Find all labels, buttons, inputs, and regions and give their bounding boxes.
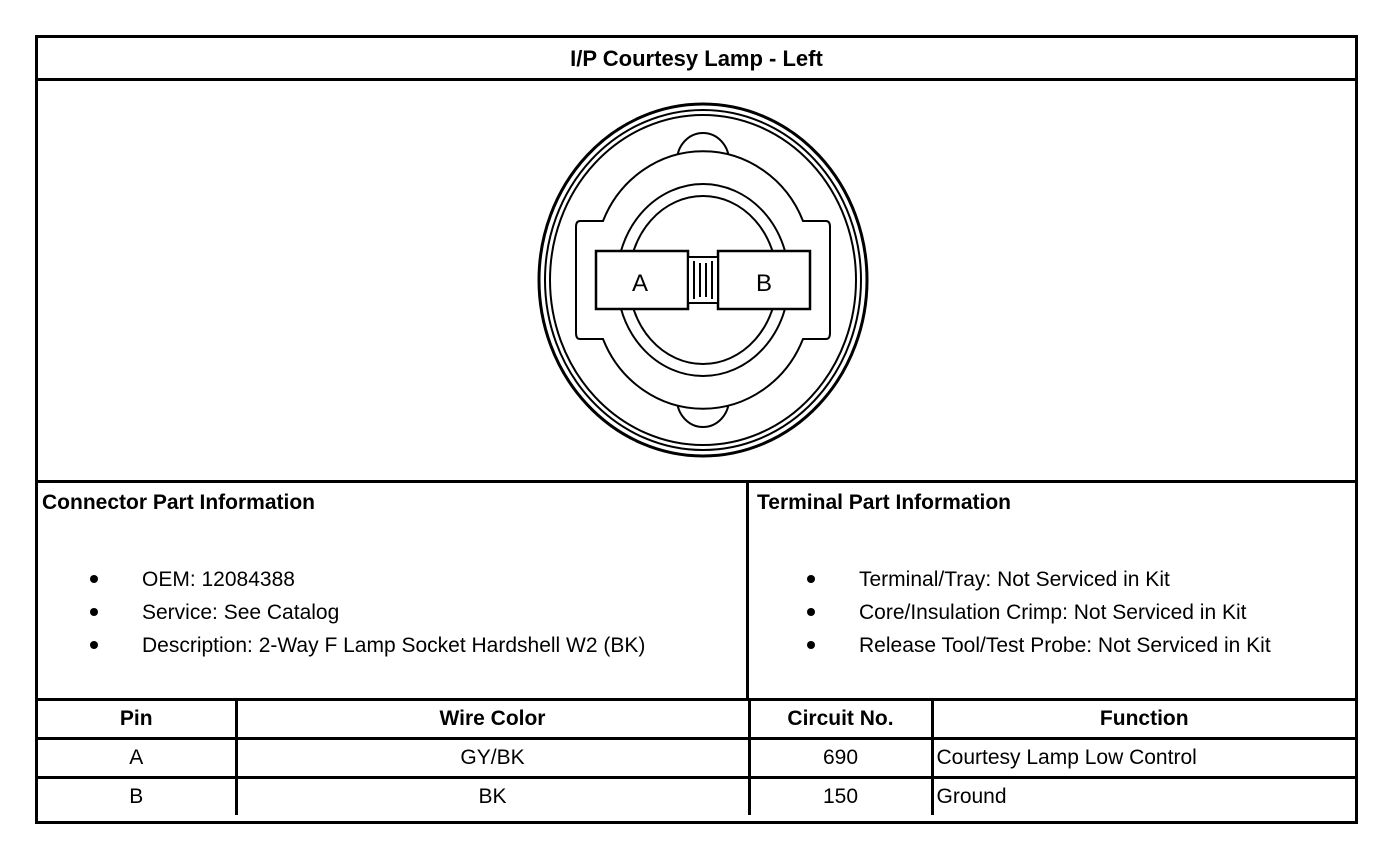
center-divider bbox=[688, 257, 718, 303]
connector-info-heading: Connector Part Information bbox=[42, 491, 316, 514]
list-item bbox=[90, 629, 645, 662]
cell-wire-color: GY/BK bbox=[236, 739, 749, 778]
cell-pin: A bbox=[38, 739, 236, 778]
connector-info-list bbox=[90, 563, 645, 662]
terminal-info-heading: Terminal Part Information bbox=[757, 491, 1011, 514]
pin-table bbox=[38, 698, 1355, 815]
column-header-pin: Pin bbox=[38, 700, 236, 739]
pin-b-label: B bbox=[755, 270, 773, 297]
list-item-text: Core/Insulation Crimp: Not Serviced in Kit bbox=[859, 601, 1247, 624]
list-item-text: OEM: 12084388 bbox=[142, 568, 295, 591]
list-item bbox=[90, 596, 645, 629]
connector-face-figure bbox=[38, 81, 1355, 483]
list-item bbox=[807, 596, 1271, 629]
connector-sheet bbox=[35, 35, 1358, 824]
terminal-info-list bbox=[807, 563, 1271, 662]
cell-pin: B bbox=[38, 778, 236, 816]
bullet-icon bbox=[90, 575, 98, 583]
cell-function: Ground bbox=[932, 778, 1355, 816]
cell-wire-color: BK bbox=[236, 778, 749, 816]
pin-a-label: A bbox=[631, 270, 649, 297]
bullet-icon bbox=[807, 608, 815, 616]
connector-face-diagram bbox=[38, 81, 1355, 483]
terminal-part-information bbox=[749, 483, 1355, 701]
bullet-icon bbox=[90, 608, 98, 616]
list-item bbox=[807, 563, 1271, 596]
list-item-text: Release Tool/Test Probe: Not Serviced in Kit bbox=[859, 634, 1271, 657]
connector-part-information bbox=[38, 483, 749, 701]
table-row bbox=[38, 778, 1355, 816]
bullet-icon bbox=[90, 641, 98, 649]
list-item-text: Description: 2-Way F Lamp Socket Hardshell W2 (BK) bbox=[142, 634, 646, 657]
column-header-wire-color: Wire Color bbox=[236, 700, 749, 739]
bullet-icon bbox=[807, 575, 815, 583]
table-header-row bbox=[38, 700, 1355, 739]
cell-function: Courtesy Lamp Low Control bbox=[932, 739, 1355, 778]
page-title: I/P Courtesy Lamp - Left bbox=[38, 38, 1355, 81]
list-item bbox=[807, 629, 1271, 662]
list-item-text: Terminal/Tray: Not Serviced in Kit bbox=[859, 568, 1170, 591]
bullet-icon bbox=[807, 641, 815, 649]
table-row bbox=[38, 739, 1355, 778]
list-item bbox=[90, 563, 645, 596]
column-header-circuit-no: Circuit No. bbox=[749, 700, 932, 739]
column-header-function: Function bbox=[932, 700, 1355, 739]
cell-circuit-no: 150 bbox=[749, 778, 932, 816]
cell-circuit-no: 690 bbox=[749, 739, 932, 778]
list-item-text: Service: See Catalog bbox=[142, 601, 340, 624]
